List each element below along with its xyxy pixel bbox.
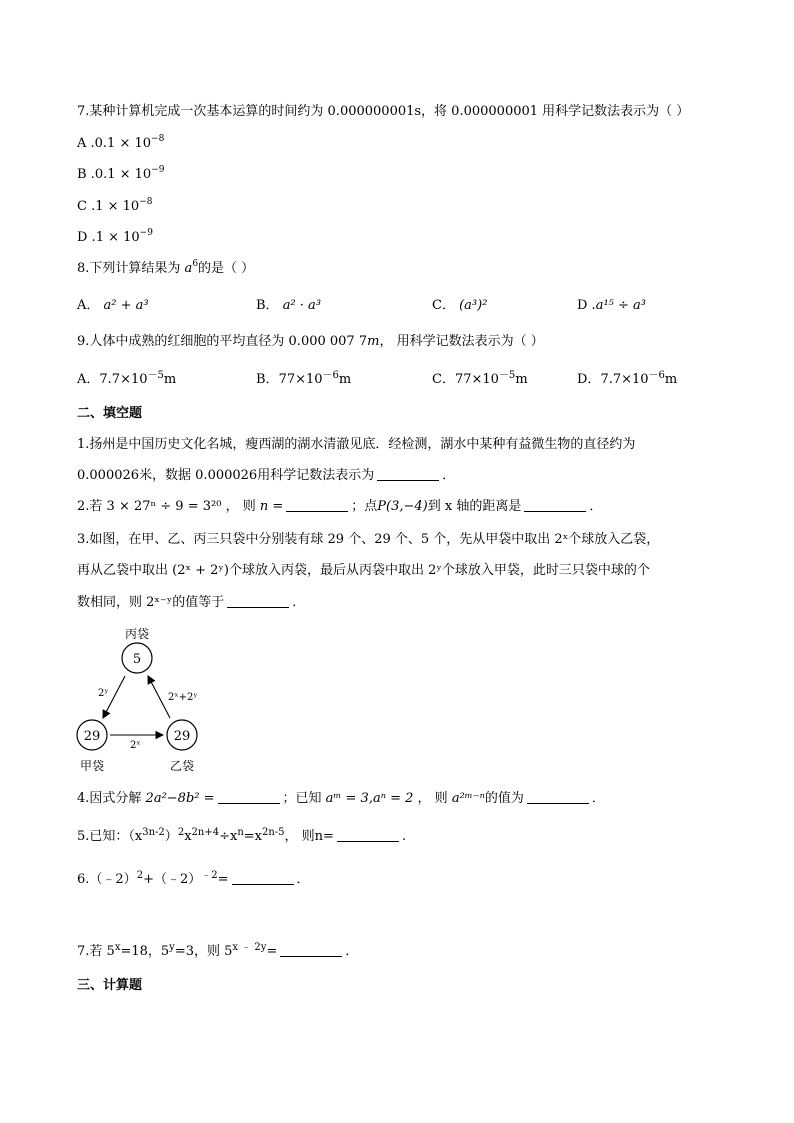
arrow-yi-to-bing: [148, 676, 170, 718]
option-mantissa: 0.1 × 10: [94, 136, 152, 151]
option-letter: B .: [77, 167, 95, 182]
stem-exponent: 6: [192, 259, 199, 269]
fill-text: ÷x: [219, 829, 238, 844]
option-exponent: －6: [648, 370, 665, 381]
answer-blank[interactable]: [232, 871, 294, 885]
stem-text: 8.下列计算结果为: [77, 261, 181, 276]
fill-text: 2.若: [77, 499, 103, 514]
answer-blank[interactable]: [227, 594, 289, 608]
fill-text-mid: ， 则: [225, 499, 256, 514]
question-8-option-d: [577, 297, 646, 315]
answer-blank[interactable]: [218, 790, 280, 804]
option-unit: m: [338, 372, 352, 387]
bag-label-jia: 甲袋: [79, 759, 105, 773]
option-mantissa: 0.1 × 10: [94, 167, 152, 182]
option-letter: D .: [577, 298, 596, 313]
fill-text-post: ．: [292, 595, 306, 610]
option-mantissa: 7.7×10: [600, 372, 649, 387]
fill-text: ）: [164, 829, 178, 844]
fill-5: [77, 828, 406, 847]
fill-text-post: ．: [296, 872, 310, 887]
question-8-option-b: [256, 297, 321, 315]
option-letter: A．: [77, 372, 100, 387]
option-exponent: −9: [151, 165, 165, 175]
fill-text: x: [184, 829, 192, 844]
option-letter: C .: [77, 199, 96, 214]
stem-text: 9.人体中成熟的红细胞的平均直径为 0.000 007 7: [77, 334, 368, 349]
option-exponent: －6: [322, 370, 339, 381]
exponent: ﹣2: [201, 870, 218, 881]
fill-4: [77, 790, 605, 808]
fill-3-line-1: 3.如图，在甲、乙、丙三只袋中分别装有球 29 个、29 个、5 个，先从甲袋中取出 2ˣ个球放入乙袋，: [77, 532, 660, 547]
fill-text: 0.000026米，数据 0.000026用科学记数法表示为: [77, 468, 375, 483]
bag-value-jia: 29: [83, 729, 101, 744]
option-letter: A．: [77, 298, 100, 313]
exponent: 2: [177, 827, 185, 838]
fill-text: =18，5: [120, 944, 170, 959]
bag-label-bing: 丙袋: [124, 627, 150, 641]
bag-diagram: [70, 620, 220, 775]
option-unit: m: [163, 372, 177, 387]
fill-text: =x: [243, 829, 262, 844]
fill-2: [77, 498, 602, 516]
option-letter: B．: [256, 298, 279, 313]
option-mantissa: 77×10: [278, 372, 323, 387]
option-letter: B．: [256, 372, 279, 387]
fill-expression: 2a²−8b² =: [145, 791, 215, 806]
option-letter: D .: [77, 230, 96, 245]
fill-variable: n =: [259, 499, 284, 514]
fill-7: [77, 943, 358, 962]
question-8-option-a: [77, 297, 149, 315]
bag-value-yi: 29: [173, 729, 191, 744]
question-9-option-a: [77, 371, 176, 390]
fill-text: ， 则n=: [284, 829, 334, 844]
fill-6: [77, 871, 310, 890]
fill-text: +（﹣2）: [143, 872, 202, 887]
fill-text: 5.已知：（x: [77, 829, 143, 844]
option-letter: A .: [77, 136, 95, 151]
question-9-stem: [77, 333, 544, 351]
fill-text-post: ．: [591, 791, 605, 806]
fill-text-post: ．: [442, 468, 456, 483]
fill-text-mid: ；点: [351, 499, 378, 514]
fill-text-mid: 的值为: [484, 791, 524, 806]
option-exponent: −8: [151, 134, 165, 144]
fill-point: P(3,−4): [377, 499, 428, 514]
option-mantissa: 1 × 10: [95, 199, 140, 214]
exponent: 2n+4: [191, 827, 220, 838]
exponent: n: [237, 827, 244, 838]
option-unit: m: [515, 372, 528, 387]
question-7-option-d: [77, 229, 153, 247]
answer-blank[interactable]: [337, 828, 399, 842]
option-exponent: －5: [498, 370, 516, 381]
exponent: 3n-2: [142, 827, 165, 838]
fill-expression: 3 × 27ⁿ ÷ 9 = 3²⁰: [106, 499, 222, 514]
fill-text-post: ．: [345, 944, 359, 959]
exponent: 2: [136, 870, 144, 881]
answer-blank[interactable]: [524, 498, 586, 512]
option-exponent: －5: [147, 370, 164, 381]
bag-label-yi: 乙袋: [169, 759, 195, 773]
answer-blank[interactable]: [280, 943, 342, 957]
question-9-option-b: [256, 371, 351, 390]
option-letter: C．: [432, 298, 455, 313]
exponent: x ﹣ 2y: [232, 942, 267, 953]
fill-expression: aᵐ = 3,aⁿ = 2: [325, 791, 414, 806]
fill-text: 7.若 5: [77, 944, 115, 959]
fill-text: 4.因式分解: [77, 791, 142, 806]
option-mantissa: 7.7×10: [99, 372, 148, 387]
fill-1-line-2: [77, 467, 455, 485]
question-9-option-d: [577, 371, 677, 390]
fill-text: =: [266, 944, 278, 959]
exponent: 2n-5: [262, 827, 285, 838]
fill-text: 数相同，则 2ˣ⁻ʸ的值等于: [77, 595, 225, 610]
question-8-option-c: [432, 297, 487, 315]
fill-text-post: ．: [589, 499, 603, 514]
option-mantissa: 1 × 10: [95, 230, 140, 245]
option-exponent: −8: [139, 197, 153, 207]
fill-3-line-2: 再从乙袋中取出 (2ˣ + 2ʸ)个球放入丙袋，最后从丙袋中取出 2ʸ个球放入甲袋，此时三只袋中球的个: [77, 563, 650, 578]
question-7-stem: 7.某种计算机完成一次基本运算的时间约为 0.000000001s，将 0.000000001 用科学记数法表示为（ ）: [77, 104, 690, 119]
option-expression: a² + a³: [103, 298, 149, 313]
arrow-label-yi-to-bing: 2ˣ+2ʸ: [168, 692, 198, 703]
option-letter: C．: [432, 372, 455, 387]
answer-blank[interactable]: [527, 790, 589, 804]
section-heading-fill-in: 二、填空题: [77, 406, 143, 421]
fill-text: 6.（﹣2）: [77, 872, 137, 887]
fill-1-line-1: 1.扬州是中国历史文化名城，瘦西湖的湖水清澈见底．经检测，湖水中某种有益微生物的直径约为: [77, 437, 636, 452]
section-heading-calculation: 三、计算题: [77, 978, 143, 993]
exponent: y: [169, 942, 175, 953]
question-8-stem: [77, 260, 254, 278]
option-expression: (a³)²: [459, 298, 488, 313]
option-unit: m: [664, 372, 678, 387]
stem-text-post: 的是（ ）: [198, 261, 255, 276]
option-expression: a¹⁵ ÷ a³: [595, 298, 646, 313]
option-expression: a² · a³: [282, 298, 322, 313]
stem-unit: m: [367, 334, 380, 349]
option-mantissa: 77×10: [454, 372, 499, 387]
stem-text-post: ， 用科学记数法表示为（ ）: [379, 334, 544, 349]
fill-expression: a²ᵐ⁻ⁿ: [451, 791, 485, 806]
question-7-option-a: [77, 135, 164, 153]
answer-blank[interactable]: [377, 467, 439, 481]
question-7-option-c: [77, 198, 152, 216]
stem-base: a: [184, 261, 193, 276]
fill-text-mid: ， 则: [417, 791, 448, 806]
option-exponent: −9: [139, 228, 153, 238]
exponent: x: [114, 942, 121, 953]
arrow-label-bing-to-jia: 2ʸ: [98, 688, 109, 699]
fill-3-line-3: [77, 594, 305, 612]
bag-value-bing: 5: [132, 652, 142, 667]
answer-blank[interactable]: [286, 498, 348, 512]
question-7-option-b: [77, 166, 164, 184]
arrow-label-jia-to-yi: 2ˣ: [130, 740, 141, 751]
fill-text: =: [217, 872, 229, 887]
fill-text-mid: 到 x 轴的距离是: [427, 499, 522, 514]
question-9-option-c: [432, 371, 528, 390]
option-letter: D．: [577, 372, 601, 387]
fill-text-mid: ；已知: [282, 791, 322, 806]
fill-text: =3，则 5: [174, 944, 233, 959]
fill-text-post: .: [401, 829, 407, 844]
